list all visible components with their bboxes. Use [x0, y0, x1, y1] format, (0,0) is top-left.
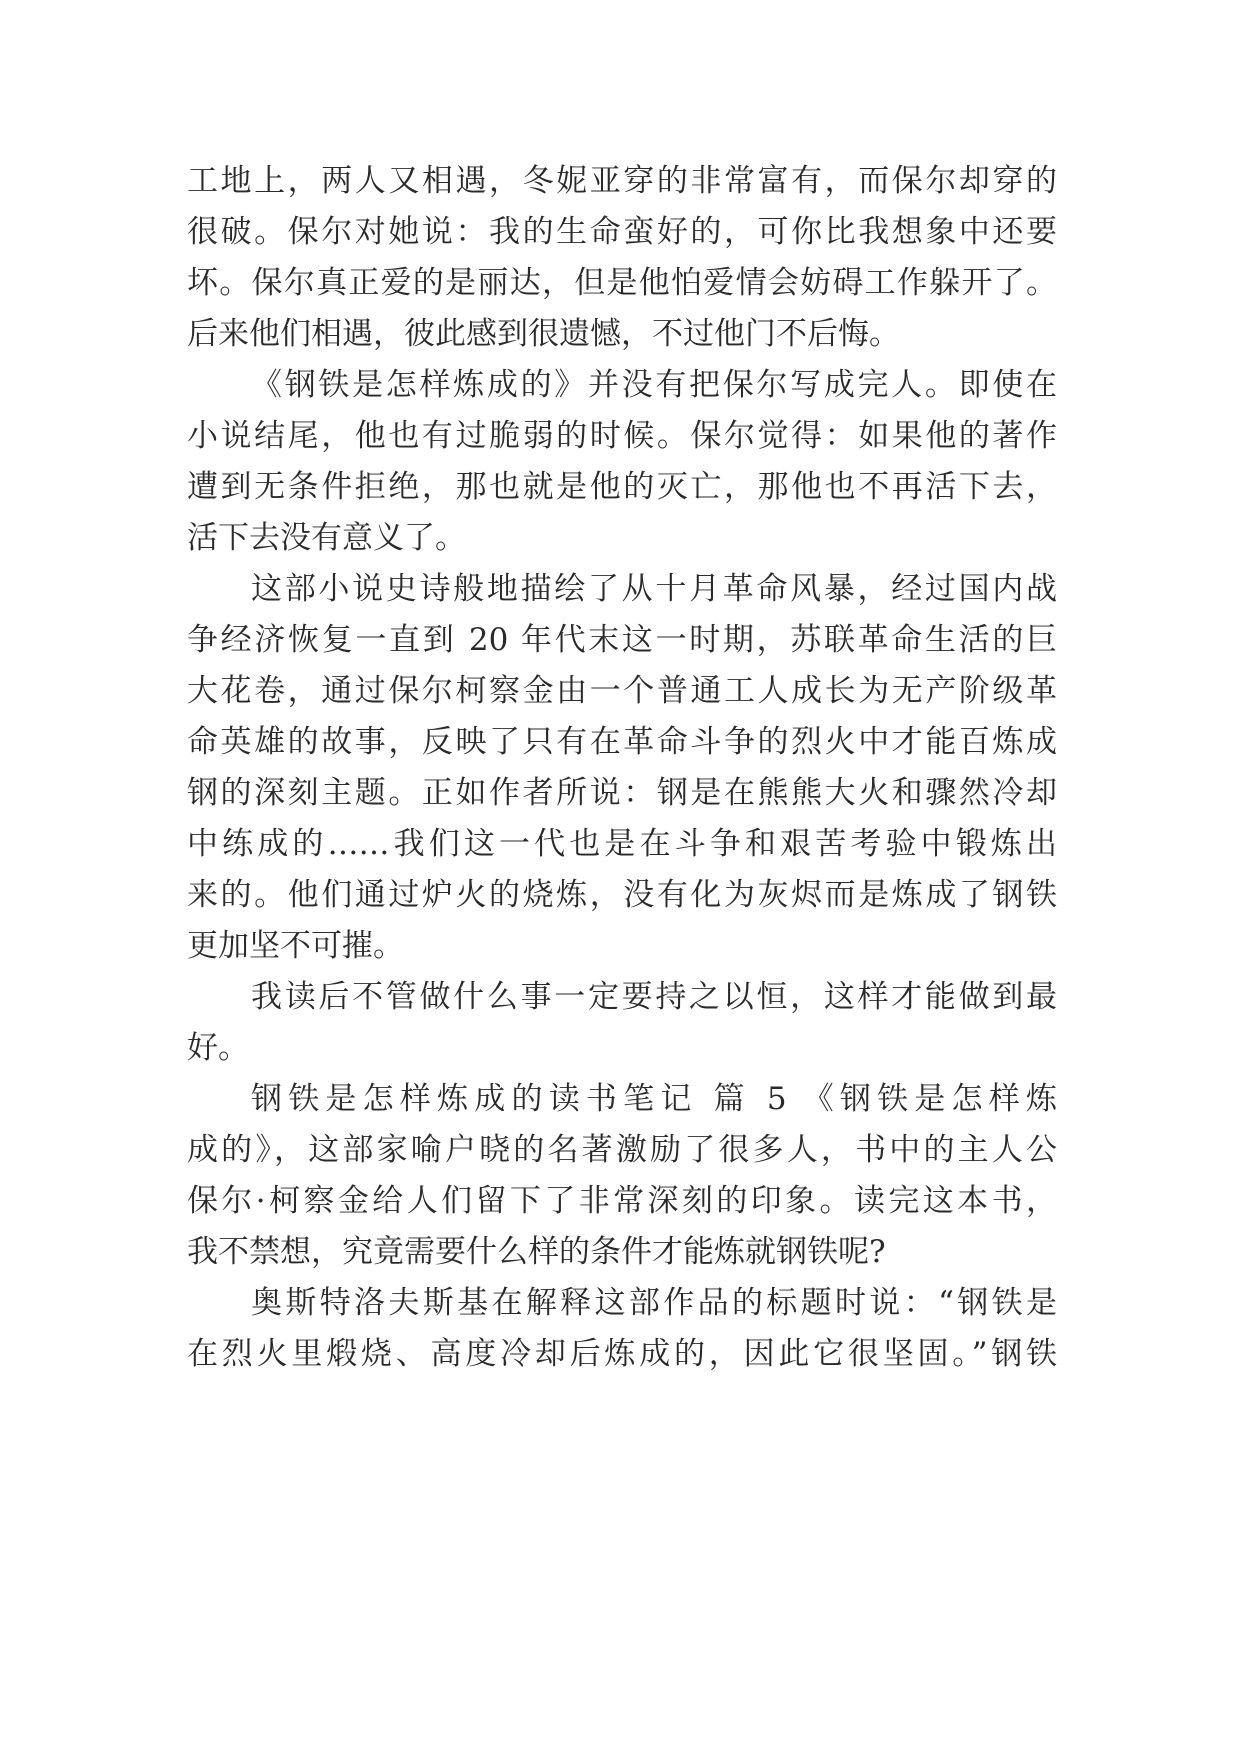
text-line: 大花卷，通过保尔柯察金由一个普通工人成长为无产阶级革 — [187, 673, 1057, 709]
text-line: 我不禁想，究竟需要什么样的条件才能炼就钢铁呢? — [187, 1234, 886, 1270]
text-line: 在烈火里煅烧、高度冷却后炼成的，因此它很坚固。”钢铁 — [187, 1336, 1057, 1372]
text-line: 钢的深刻主题。正如作者所说：钢是在熊熊大火和骤然冷却 — [187, 775, 1057, 811]
text-line: 争经济恢复一直到 20 年代末这一时期，苏联革命生活的巨 — [187, 622, 1057, 658]
text-line: 奥斯特洛夫斯基在解释这部作品的标题时说：“钢铁是 — [251, 1285, 1057, 1321]
text-line: 命英雄的故事，反映了只有在革命斗争的烈火中才能百炼成 — [187, 724, 1057, 760]
body-text — [187, 156, 1057, 1380]
text-line: 成的》，这部家喻户晓的名著激励了很多人，书中的主人公 — [187, 1132, 1057, 1168]
text-line: 好。 — [187, 1030, 249, 1066]
text-line: 小说结尾，他也有过脆弱的时候。保尔觉得：如果他的著作 — [187, 418, 1057, 454]
text-line: 很破。保尔对她说：我的生命蛮好的，可你比我想象中还要 — [187, 214, 1057, 250]
text-line: 后来他们相遇，彼此感到很遗憾，不过他门不后悔。 — [187, 316, 900, 352]
text-line: 钢铁是怎样炼成的读书笔记 篇 5 《钢铁是怎样炼 — [251, 1081, 1057, 1117]
text-line: 这部小说史诗般地描绘了从十月革命风暴，经过国内战 — [251, 571, 1057, 607]
text-line: 《钢铁是怎样炼成的》并没有把保尔写成完人。即使在 — [251, 367, 1057, 403]
text-line: 工地上，两人又相遇，冬妮亚穿的非常富有，而保尔却穿的 — [187, 163, 1057, 199]
text-line: 中练成的……我们这一代也是在斗争和艰苦考验中锻炼出 — [187, 826, 1057, 862]
text-line: 活下去没有意义了。 — [187, 520, 466, 556]
text-line: 保尔·柯察金给人们留下了非常深刻的印象。读完这本书， — [187, 1183, 1057, 1219]
text-line: 坏。保尔真正爱的是丽达，但是他怕爱情会妨碍工作躲开了。 — [187, 265, 1057, 301]
text-line: 来的。他们通过炉火的烧炼，没有化为灰烬而是炼成了钢铁 — [187, 877, 1057, 913]
text-line: 更加坚不可摧。 — [187, 928, 404, 964]
text-line: 我读后不管做什么事一定要持之以恒，这样才能做到最 — [251, 979, 1057, 1015]
text-line: 遭到无条件拒绝，那也就是他的灭亡，那他也不再活下去， — [187, 469, 1057, 505]
